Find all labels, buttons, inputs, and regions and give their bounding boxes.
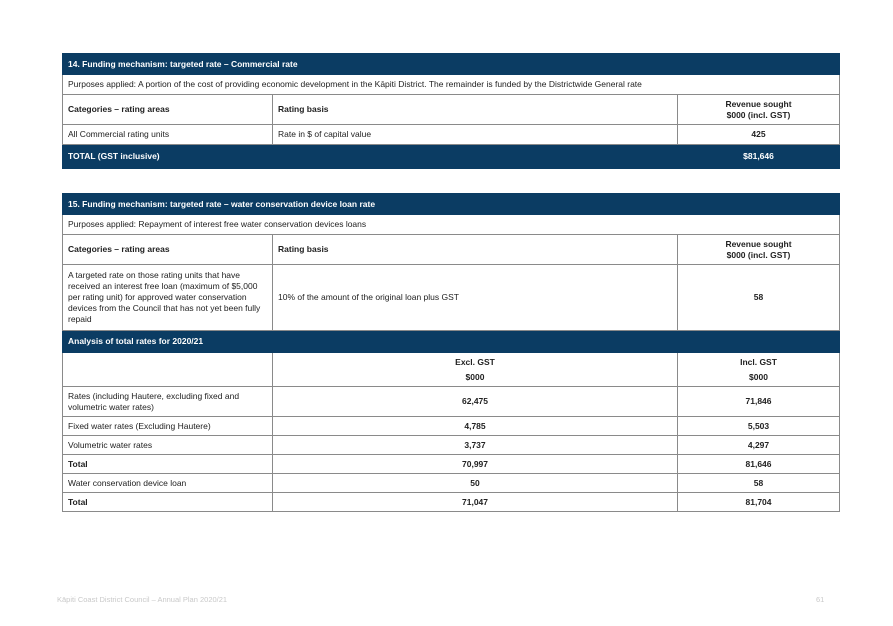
table-14-col-categories: Categories – rating areas (63, 95, 273, 125)
table-14-title: 14. Funding mechanism: targeted rate – Commercial rate (63, 54, 840, 75)
table-14-col-revenue (678, 95, 840, 125)
analysis-row-excl: 50 (273, 474, 678, 493)
analysis-row-label: Water conservation device loan (63, 474, 273, 493)
analysis-title: Analysis of total rates for 2020/21 (63, 331, 840, 353)
analysis-row-label: Fixed water rates (Excluding Hautere) (63, 417, 273, 436)
table-15-col-basis: Rating basis (273, 235, 678, 265)
table-15-title: 15. Funding mechanism: targeted rate – water conservation device loan rate (63, 194, 840, 215)
table-15-col-revenue-line2: $000 (incl. GST) (726, 249, 791, 260)
analysis-row-incl: 81,704 (678, 493, 840, 512)
footer-document-title: Kāpiti Coast District Council – Annual Plan 2020/21 (57, 595, 228, 604)
analysis-row-excl: 71,047 (273, 493, 678, 512)
table-15-row-category: A targeted rate on those rating units that have received an interest free loan (maximum of $5,000 per rating unit) for approved water conservation devices from the Council that has not yet been fully repaid (63, 265, 273, 331)
analysis-col-excl-line2: $000 (465, 371, 485, 382)
table-row (63, 417, 840, 436)
analysis-row-incl: 4,297 (678, 436, 840, 455)
footer-page-number: 61 (816, 595, 825, 604)
table-15-water-conservation-loan-rate (62, 193, 840, 512)
table-15-col-revenue-line1: Revenue sought (725, 238, 792, 249)
analysis-col-excl (273, 353, 678, 387)
table-15-col-categories: Categories – rating areas (63, 235, 273, 265)
table-14-row-value: 425 (678, 125, 840, 145)
analysis-row-label: Rates (including Hautere, excluding fixed and volumetric water rates) (63, 387, 273, 417)
table-row (63, 436, 840, 455)
table-row (63, 474, 840, 493)
table-14-col-revenue-line1: Revenue sought (725, 98, 792, 109)
table-15-row-value: 58 (678, 265, 840, 331)
analysis-row-label: Volumetric water rates (63, 436, 273, 455)
table-14-row-category: All Commercial rating units (63, 125, 273, 145)
analysis-row-incl: 58 (678, 474, 840, 493)
analysis-row-excl: 70,997 (273, 455, 678, 474)
table-15-row-basis: 10% of the amount of the original loan plus GST (273, 265, 678, 331)
analysis-col-incl (678, 353, 840, 387)
analysis-row-incl: 81,646 (678, 455, 840, 474)
analysis-row-label: Total (63, 455, 273, 474)
table-14-total-label: TOTAL (GST inclusive) (63, 145, 678, 169)
table-14-commercial-rate (62, 53, 840, 169)
table-row (63, 125, 840, 145)
analysis-row-incl: 71,846 (678, 387, 840, 417)
table-14-col-revenue-line2: $000 (incl. GST) (726, 109, 791, 120)
analysis-row-excl: 4,785 (273, 417, 678, 436)
analysis-col-incl-line2: $000 (749, 371, 768, 382)
analysis-col-incl-line1: Incl. GST (740, 356, 777, 367)
analysis-row-label: Total (63, 493, 273, 512)
table-row (63, 455, 840, 474)
table-14-row-basis: Rate in $ of capital value (273, 125, 678, 145)
table-row (63, 493, 840, 512)
table-row (63, 387, 840, 417)
analysis-row-excl: 62,475 (273, 387, 678, 417)
table-14-col-basis: Rating basis (273, 95, 678, 125)
analysis-col-excl-line1: Excl. GST (455, 356, 495, 367)
table-15-col-revenue (678, 235, 840, 265)
table-14-purposes: Purposes applied: A portion of the cost of providing economic development in the Kāpiti District. The remainder is funded by the Districtwide General rate (63, 75, 840, 95)
table-row (63, 265, 840, 331)
analysis-col-blank (63, 353, 273, 387)
table-14-total-value: $81,646 (678, 145, 840, 169)
table-15-purposes: Purposes applied: Repayment of interest free water conservation devices loans (63, 215, 840, 235)
analysis-row-incl: 5,503 (678, 417, 840, 436)
analysis-row-excl: 3,737 (273, 436, 678, 455)
